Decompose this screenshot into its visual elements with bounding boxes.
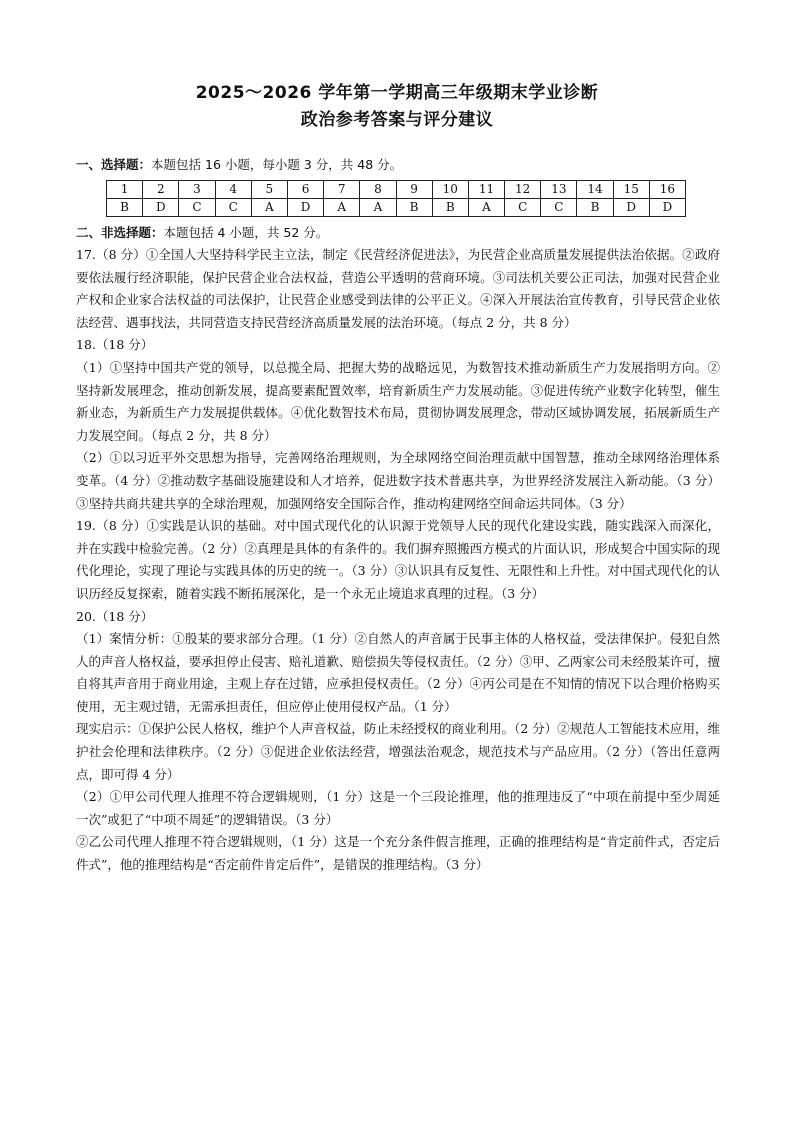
answer-cell: C (215, 199, 251, 217)
answer-cell: B (396, 199, 432, 217)
answer-cell: D (649, 199, 685, 217)
answer-cell: A (324, 199, 360, 217)
question-number-cell: 3 (179, 181, 215, 199)
answer-cell: D (143, 199, 179, 217)
answer-cell: D (287, 199, 323, 217)
question-number-cell: 10 (432, 181, 468, 199)
question-number-cell: 11 (468, 181, 504, 199)
section-2-desc: 本题包括 4 小题，共 52 分。 (163, 225, 329, 240)
section-1-desc: 本题包括 16 小题，每小题 3 分，共 48 分。 (151, 157, 403, 172)
q20-part2-item2: ②乙公司代理人推理不符合逻辑规则，（1 分）这是一个充分条件假言推理，正确的推理结构是“肯定前件式，否定后件式”，他的推理结构是“否定前件肯定后件”，是错误的推理结构。（3 分） (76, 834, 720, 873)
answer-cell: A (360, 199, 396, 217)
question-number-cell: 6 (287, 181, 323, 199)
answer-cell: A (251, 199, 287, 217)
answer-cell: C (541, 199, 577, 217)
answer-letter-row (107, 199, 686, 217)
question-number-cell: 12 (505, 181, 541, 199)
section-1-label: 一、选择题： (76, 157, 152, 172)
q19-answer: 19.（8 分）①实践是认识的基础。对中国式现代化的认识源于党领导人民的现代化建设实践，随实践深入而深化，并在实践中检验完善。（2 分）②真理是具体的有条件的。我们摒弃照搬西方模式的片面认识，形成契合中国实际的现代化理论，实现了理论与实践具体的历史的统一。（3 分）③认识具有反复性、无限性和上升性。对中国式现代化的认识历经反复探索，随着实践不断拓展深化，是一个永无止境追求真理的过程。（3 分） (76, 518, 720, 601)
section-2-label: 二、非选择题： (76, 225, 164, 240)
answer-cell: D (613, 199, 649, 217)
question-number-cell: 2 (143, 181, 179, 199)
question-number-cell: 5 (251, 181, 287, 199)
section-1-heading (76, 155, 402, 173)
answer-number-row (107, 181, 686, 199)
question-number-cell: 1 (107, 181, 143, 199)
document-title: 2025～2026 学年第一学期高三年级期末学业诊断 (195, 83, 599, 103)
question-number-cell: 7 (324, 181, 360, 199)
q18-heading: 18.（18 分） (76, 337, 154, 353)
section-2-heading (76, 223, 328, 241)
question-number-cell: 13 (541, 181, 577, 199)
q20-part1-case-analysis: （1）案情分析：①殷某的要求部分合理。（1 分）②自然人的声音属于民事主体的人格权益，受法律保护。侵犯自然人的声音人格权益，要承担停止侵害、赔礼道歉、赔偿损失等侵权责任。（2 分）③甲、乙两家公司未经殷某许可，擅自将其声音用于商业用途，主观上存在过错，应承担侵权责任。（2 分）④丙公司是在不知情的情况下以合理价格购买使用，无主观过错，无需承担责任，但应停止使用侵权产品。（1 分） (76, 631, 720, 714)
question-number-cell: 16 (649, 181, 685, 199)
document-subtitle: 政治参考答案与评分建议 (300, 110, 494, 130)
question-number-cell: 15 (613, 181, 649, 199)
q20-heading: 20.（18 分） (76, 608, 154, 624)
question-number-cell: 9 (396, 181, 432, 199)
answer-key-table (106, 180, 686, 217)
answer-body (76, 244, 720, 877)
q20-part2-item1: （2）①甲公司代理人推理不符合逻辑规则，（1 分）这是一个三段论推理，他的推理违反了“中项在前提中至少周延一次”或犯了“中项不周延”的逻辑错误。（3 分） (76, 789, 720, 827)
q20-part1-implications: 现实启示：①保护公民人格权，维护个人声音权益，防止未经授权的商业利用。（2 分）②规范人工智能技术应用，维护社会伦理和法律秩序。（2 分）③促进企业依法经营，增强法治观念，规范技术与产品应用。（2 分）（答出任意两点，即可得 4 分） (76, 721, 720, 782)
answer-cell: B (107, 199, 143, 217)
question-number-cell: 14 (577, 181, 613, 199)
q17-answer: 17.（8 分）①全国人大坚持科学民主立法，制定《民营经济促进法》，为民营企业高质量发展提供法治依据。②政府要依法履行经济职能，保护民营企业合法权益，营造公平透明的营商环境。③司法机关要公正司法，加强对民营企业产权和企业家合法权益的司法保护，让民营企业感受到法律的公平正义。④深入开展法治宣传教育，引导民营企业依法经营、遇事找法，共同营造支持民营经济高质量发展的法治环境。（每点 2 分，共 8 分） (76, 247, 720, 330)
question-number-cell: 8 (360, 181, 396, 199)
answer-cell: C (179, 199, 215, 217)
q18-part1-answer: （1）①坚持中国共产党的领导，以总揽全局、把握大势的战略远见，为数智技术推动新质生产力发展指明方向。②坚持新发展理念，推动创新发展，提高要素配置效率，培育新质生产力发展动能。③促进传统产业数字化转型，催生新业态，为新质生产力发展提供载体。④优化数智技术布局，贯彻协调发展理念，带动区域协调发展，拓展新质生产力发展空间。（每点 2 分，共 8 分） (76, 359, 720, 443)
question-number-cell: 4 (215, 181, 251, 199)
answer-cell: B (577, 199, 613, 217)
q18-part2-answer: （2）①以习近平外交思想为指导，完善网络治理规则，为全球网络空间治理贡献中国智慧，推动全球网络治理体系变革。（4 分）②推动数字基础设施建设和人才培养，促进数字技术普惠共享，为世界经济发展注入新动能。（3 分）③坚持共商共建共享的全球治理观，加强网络安全国际合作，推动构建网络空间命运共同体。（3 分） (76, 450, 720, 511)
answer-cell: B (432, 199, 468, 217)
answer-cell: A (468, 199, 504, 217)
answer-cell: C (505, 199, 541, 217)
